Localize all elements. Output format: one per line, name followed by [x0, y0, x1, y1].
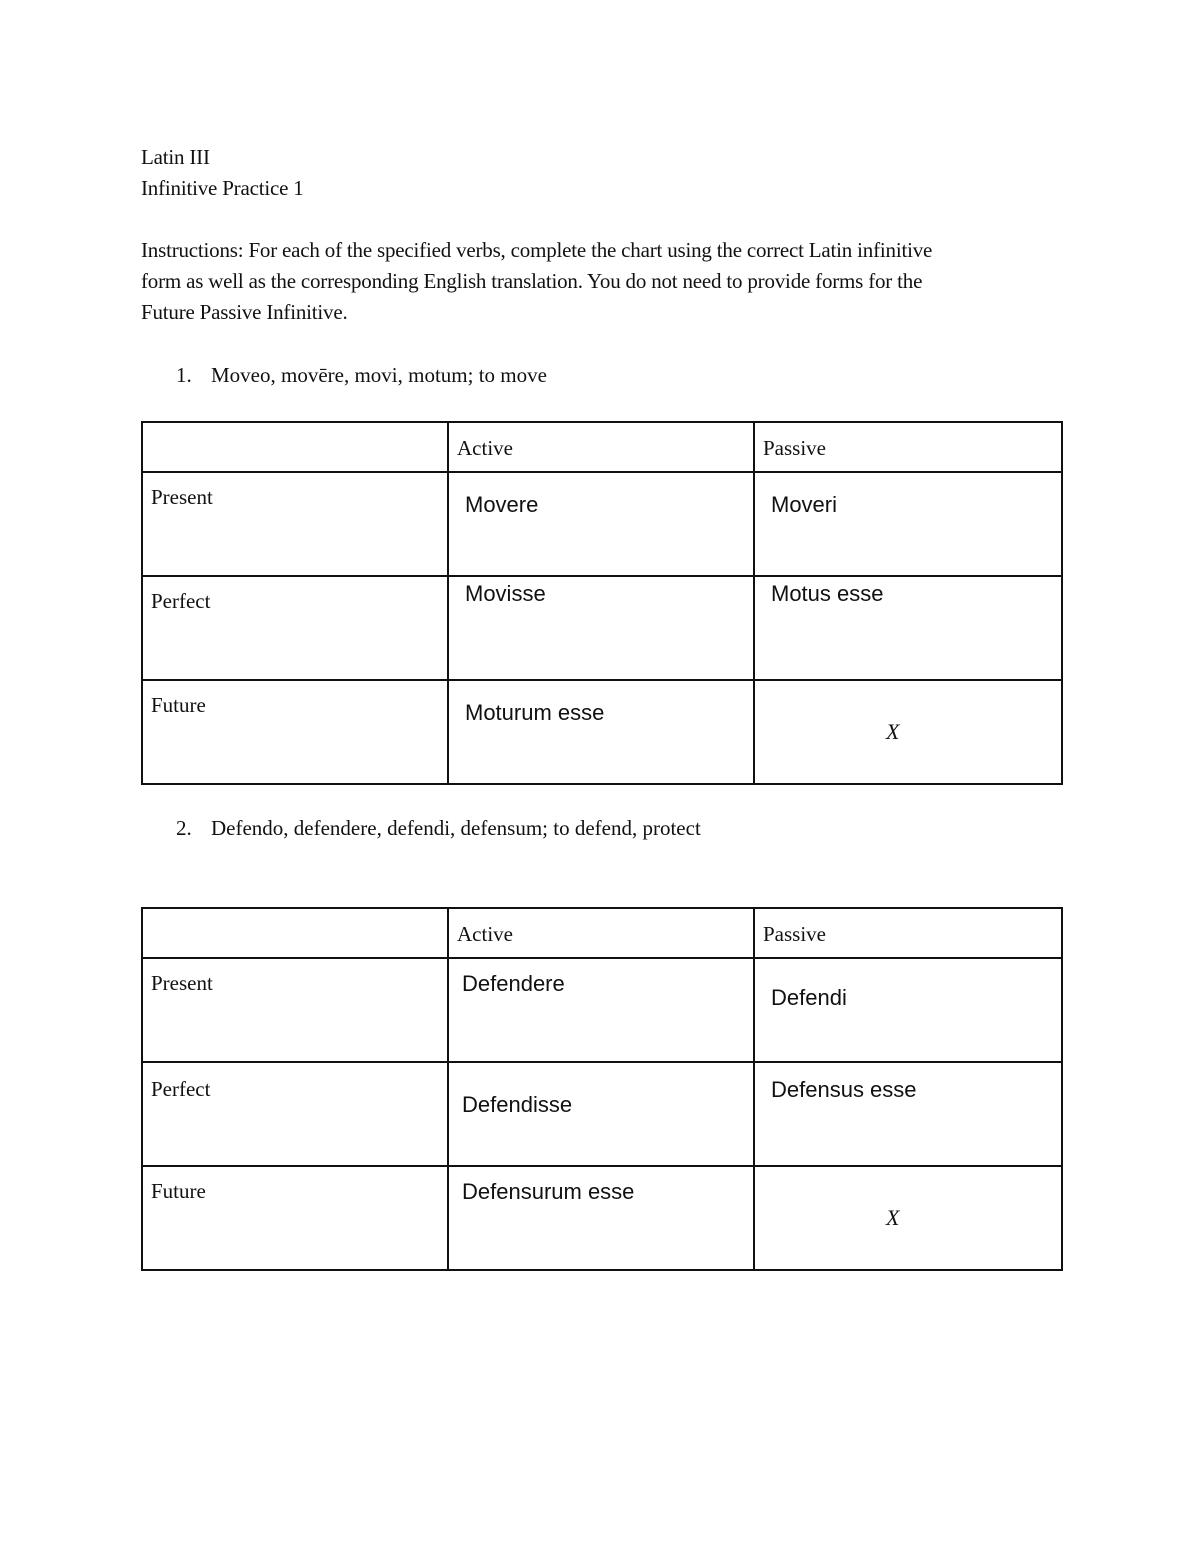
- verb-1-infinitive-table: [141, 421, 1063, 785]
- instructions-line-2: form as well as the corresponding English translation. You do not need to provide forms for the: [141, 269, 923, 293]
- table-corner-cell: [142, 422, 448, 472]
- column-header-label: Active: [457, 436, 513, 460]
- row-label: Perfect: [151, 589, 211, 613]
- answer-text: Defendisse: [462, 1092, 573, 1117]
- row-label: Perfect: [151, 1077, 211, 1101]
- column-header-active: [448, 422, 754, 472]
- answer-cell: [754, 1166, 1062, 1270]
- answer-text: Defensurum esse: [462, 1179, 635, 1204]
- row-label-cell: [142, 472, 448, 576]
- row-label-cell: [142, 1062, 448, 1166]
- answer-text: Movisse: [465, 581, 546, 606]
- answer-text: Moveri: [771, 492, 838, 517]
- column-header-label: Passive: [763, 436, 826, 460]
- assignment-title: Infinitive Practice 1: [141, 176, 304, 200]
- answer-cell: [448, 576, 754, 680]
- verb-1-number: 1.: [176, 363, 192, 387]
- row-label: Present: [151, 971, 213, 995]
- row-label-cell: [142, 576, 448, 680]
- row-label-cell: [142, 680, 448, 784]
- verb-1-heading: [176, 360, 547, 391]
- not-applicable-mark: X: [886, 719, 900, 744]
- verb-2-heading: [176, 813, 701, 844]
- answer-text: Defendi: [771, 985, 847, 1010]
- not-applicable-mark: X: [886, 1205, 900, 1230]
- column-header-passive: [754, 422, 1062, 472]
- course-title: Latin III: [141, 145, 210, 169]
- answer-cell: [448, 1062, 754, 1166]
- answer-cell: [754, 680, 1062, 784]
- column-header-active: [448, 908, 754, 958]
- answer-cell: [754, 472, 1062, 576]
- answer-cell: [448, 472, 754, 576]
- instructions-line-1: Instructions: For each of the specified verbs, complete the chart using the correct Latin infinitive: [141, 238, 933, 262]
- answer-text: Defensus esse: [771, 1077, 917, 1102]
- verb-2-number: 2.: [176, 816, 192, 840]
- verb-2-infinitive-table: [141, 907, 1063, 1271]
- table-corner-cell: [142, 908, 448, 958]
- row-label: Future: [151, 693, 206, 717]
- column-header-passive: [754, 908, 1062, 958]
- answer-cell: [754, 958, 1062, 1062]
- answer-text: Movere: [465, 492, 539, 517]
- row-label-cell: [142, 958, 448, 1062]
- answer-text: Motus esse: [771, 581, 884, 606]
- verb-1-principal-parts: Moveo, movēre, movi, motum; to move: [211, 363, 547, 387]
- row-label-cell: [142, 1166, 448, 1270]
- column-header-label: Passive: [763, 922, 826, 946]
- answer-text: Moturum esse: [465, 700, 605, 725]
- instructions-line-3: Future Passive Infinitive.: [141, 300, 348, 324]
- answer-cell: [448, 1166, 754, 1270]
- answer-cell: [448, 680, 754, 784]
- row-label: Present: [151, 485, 213, 509]
- verb-2-principal-parts: Defendo, defendere, defendi, defensum; to defend, protect: [211, 816, 701, 840]
- answer-text: Defendere: [462, 971, 565, 996]
- column-header-label: Active: [457, 922, 513, 946]
- answer-cell: [754, 576, 1062, 680]
- row-label: Future: [151, 1179, 206, 1203]
- answer-cell: [754, 1062, 1062, 1166]
- answer-cell: [448, 958, 754, 1062]
